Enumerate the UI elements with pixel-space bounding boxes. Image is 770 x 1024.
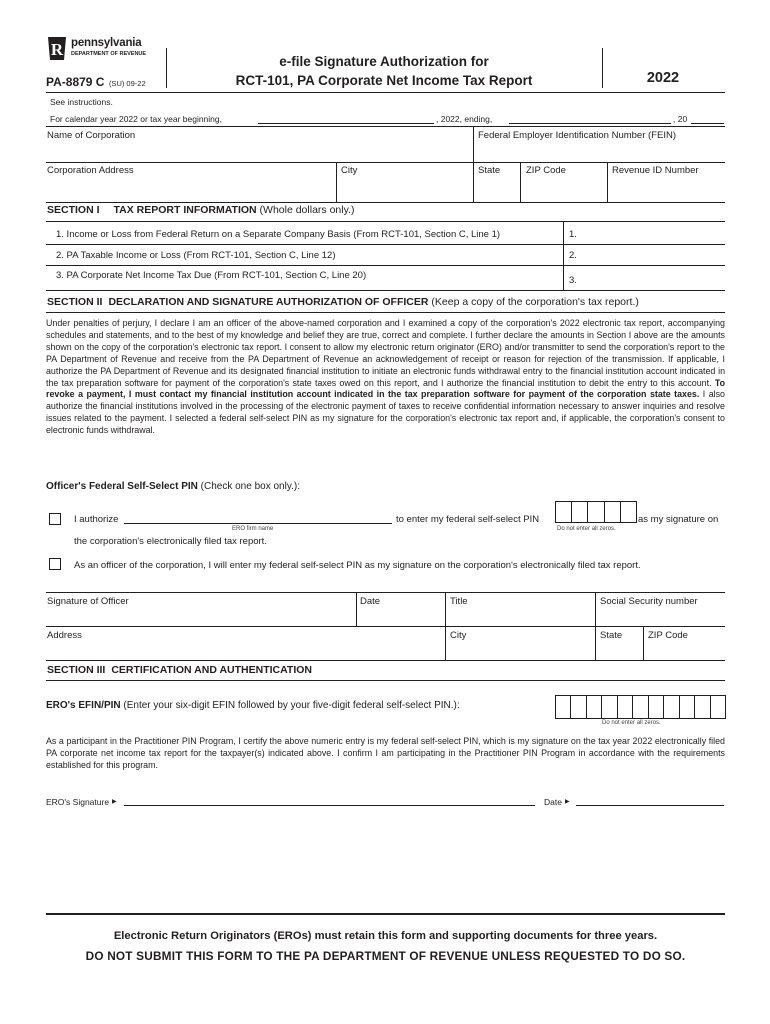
form-title — [166, 52, 602, 90]
officer-pin-zeros-note: Do not enter all zeros. — [557, 526, 616, 532]
ero-signature-label: ERO's Signature ▶ — [46, 797, 117, 807]
section1-heading: SECTION I TAX REPORT INFORMATION (Whole dollars only.) — [47, 204, 355, 216]
corp-name-input[interactable] — [48, 144, 468, 158]
officer-state-label: State — [600, 630, 623, 641]
year-20-label: , 20 — [673, 114, 688, 124]
section2-heading: SECTION II DECLARATION AND SIGNATURE AUTHORIZATION OF OFFICER (Keep a copy of the corporation's tax report.) — [47, 296, 639, 308]
section1-line3: 3. PA Corporate Net Income Tax Due (From RCT-101, Section C, Line 20) — [56, 270, 367, 281]
officer-zip-input[interactable] — [648, 644, 722, 657]
tax-year-end-year-field[interactable] — [691, 123, 724, 124]
officer-city-label: City — [450, 630, 467, 641]
section1-line1-num: 1. — [569, 229, 577, 240]
line2-amount[interactable] — [585, 248, 720, 262]
logo-dept-name: DEPARTMENT OF REVENUE — [71, 51, 147, 57]
efin-heading: ERO's EFIN/PIN (Enter your six-digit EFIN followed by your five-digit federal self-select PIN.): — [46, 700, 460, 711]
ero-efin-pin-boxes[interactable] — [555, 695, 726, 719]
line1-amount[interactable] — [585, 227, 720, 241]
tax-year: 2022 — [646, 70, 680, 86]
ero-date-label: Date ▶ — [544, 797, 570, 807]
signature-officer-label: Signature of Officer — [47, 596, 129, 607]
footer-rule — [46, 913, 725, 915]
pin-heading: Officer's Federal Self-Select PIN (Check one box only.): — [46, 481, 300, 492]
form-number: PA-8879 C (SU) 09-22 — [46, 75, 146, 89]
keystone-icon — [46, 36, 68, 62]
corp-city-label: City — [341, 165, 358, 176]
corp-city-input[interactable] — [341, 180, 469, 194]
see-instructions: See instructions. — [50, 97, 113, 107]
option1-text-c: as my signature on — [638, 514, 719, 525]
officer-city-input[interactable] — [450, 644, 590, 657]
officer-date-label: Date — [360, 596, 381, 607]
section3-heading: SECTION III CERTIFICATION AND AUTHENTICATION — [47, 664, 312, 676]
corp-state-input[interactable] — [478, 180, 516, 194]
ero-firm-name-caption: ERO firm name — [232, 526, 274, 532]
section1-line1: 1. Income or Loss from Federal Return on a Separate Company Basis (From RCT-101, Section C, Line 1) — [56, 229, 501, 240]
officer-title-input[interactable] — [450, 610, 590, 623]
fein-label: Federal Employer Identification Number (FEIN) — [478, 130, 676, 141]
officer-enter-pin-checkbox[interactable] — [49, 558, 61, 570]
officer-title-label: Title — [450, 596, 468, 607]
officer-address-label: Address — [47, 630, 82, 641]
option1-text-d: the corporation's electronically filed tax report. — [74, 536, 267, 547]
officer-pin-boxes[interactable] — [555, 501, 637, 523]
ero-authorize-checkbox[interactable] — [49, 513, 61, 525]
officer-zip-label: ZIP Code — [648, 630, 688, 641]
corp-state-label: State — [478, 165, 501, 176]
tax-year-end-field[interactable] — [509, 123, 671, 124]
arrow-right-icon: ▶ — [112, 799, 117, 806]
ssn-input[interactable] — [600, 610, 720, 623]
calendar-year-label: For calendar year 2022 or tax year beginning, — [50, 114, 222, 124]
form-title-line2: RCT-101, PA Corporate Net Income Tax Report — [235, 73, 533, 88]
corp-zip-input[interactable] — [526, 180, 604, 194]
section1-line2-num: 2. — [569, 250, 577, 261]
officer-address-input[interactable] — [48, 644, 440, 657]
corp-address-input[interactable] — [48, 180, 332, 194]
ero-signature-field[interactable] — [124, 805, 535, 806]
certification-paragraph: As a participant in the Practitioner PIN Program, I certify the above numeric entry is my federal self-select PIN, which is my signature on the tax year 2022 electronically filed PA corporate net income tax report for the taxpayer(s) indicated above. I confirm I am participating in the Practitioner PIN Program in accordance with the requirements established for this program. — [46, 736, 725, 770]
svg-text:R: R — [50, 40, 64, 59]
option2-text: As an officer of the corporation, I will enter my federal self-select PIN as my signature on the corporation's electronically filed tax report. — [74, 560, 641, 571]
ero-firm-name-field[interactable] — [124, 523, 392, 524]
officer-date-input[interactable] — [360, 610, 440, 623]
revenue-id-input[interactable] — [612, 180, 722, 194]
corp-zip-label: ZIP Code — [526, 165, 566, 176]
logo-state-name: pennsylvania — [71, 37, 142, 49]
corp-address-label: Corporation Address — [47, 165, 134, 176]
pa-logo — [46, 36, 166, 66]
footer-do-not-submit: DO NOT SUBMIT THIS FORM TO THE PA DEPARTMENT OF REVENUE UNLESS REQUESTED TO DO SO. — [85, 949, 686, 963]
line3-amount[interactable] — [585, 272, 720, 286]
fein-input[interactable] — [478, 144, 718, 158]
section1-line2: 2. PA Taxable Income or Loss (From RCT-101, Section C, Line 12) — [56, 250, 336, 261]
tax-year-begin-field[interactable] — [258, 123, 434, 124]
option1-text-b: to enter my federal self-select PIN — [396, 514, 540, 525]
efin-zeros-note: Do not enter all zeros. — [602, 720, 661, 726]
declaration-paragraph: Under penalties of perjury, I declare I am an officer of the above-named corporation and I examined a copy of the corporation's 2022 electronic tax report, accompanying schedules and statements, and to the best of my knowledge and belief they are true, correct and complete. I further declare the amounts in Section I above are the amounts shown on the copy of the corporation's electronic tax report. I consent to allow my electronic return originator (ERO) and/or transmitter to send the corporation's report to the PA Department of Revenue and receive from the PA Department of Revenue an acknowledgement of receipt or reason for rejection of the transmission. If applicable, I authorize the PA Department of Revenue and its designated financial institution to initiate an electronic funds withdrawal entry to the financial institution account indicated in the tax preparation software for payment of the corporation's state taxes owed on this report, and I authorize the financial institution to debit the entry to this account. To revoke a payment, I must contact my financial institution account indicated in the tax preparation software for payment of the corporation state taxes. I also authorize the financial institutions involved in the processing of the electronic payment of taxes to receive confidential information necessary to answer inquiries and resolve issues related to the payment. I selected a federal self-select PIN as my signature for the corporation's electronic tax report and, if applicable, the corporation's consent to electronic funds withdrawal. — [46, 318, 725, 436]
ssn-label: Social Security number — [600, 596, 698, 607]
arrow-right-icon: ▶ — [564, 799, 570, 806]
option1-text-a: I authorize — [74, 514, 119, 525]
form-title-line1: e-file Signature Authorization for — [279, 54, 489, 69]
corp-name-label: Name of Corporation — [47, 130, 136, 141]
footer-retain-notice: Electronic Return Originators (EROs) must retain this form and supporting documents for three years. — [113, 930, 658, 942]
ero-date-field[interactable] — [576, 805, 724, 806]
officer-state-input[interactable] — [600, 644, 640, 657]
revenue-id-label: Revenue ID Number — [612, 165, 699, 176]
ending-label: , 2022, ending, — [436, 114, 493, 124]
section1-line3-num: 3. — [569, 275, 577, 286]
